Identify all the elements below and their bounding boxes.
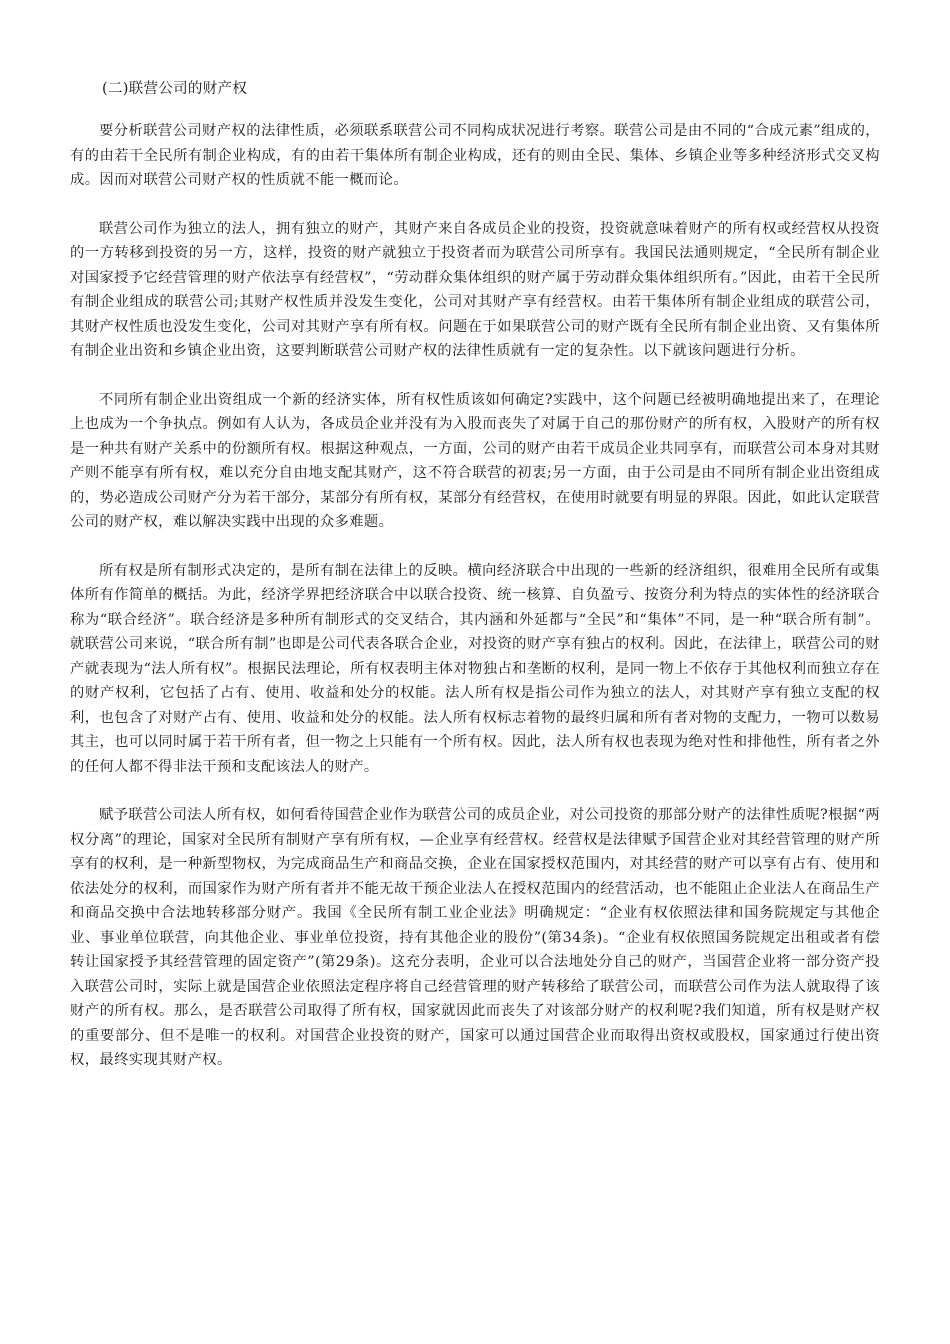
paragraph-2: 联营公司作为独立的法人，拥有独立的财产，其财产来自各成员企业的投资，投资就意味着财产的所有权或经营权从投资的一方转移到投资的另一方，这样，投资的财产就独立于投资者而为联营公司所享有。我国民法通则规定，“全民所有制企业对国家授予它经营管理的财产依法享有经营权”，“劳动群众集体组织的财产属于劳动群众集体组织所有。”因此，由若干全民所有制企业组成的联营公司;其财产权性质并没发生变化，公司对其财产享有经营权。由若干集体所有制企业组成的联营公司，其财产权性质也没发生变化，公司对其财产享有所有权。问题在于如果联营公司的财产既有全民所有制企业出资、又有集体所有制企业出资和乡镇企业出资，这要判断联营公司财产权的法律性质就有一定的复杂性。以下就该问题进行分析。: [70, 220, 880, 359]
section-heading: (二)联营公司的财产权: [102, 81, 248, 97]
paragraph-5: 赋予联营公司法人所有权，如何看待国营企业作为联营公司的成员企业，对公司投资的那部分财产的法律性质呢?根据“两权分离”的理论，国家对全民所有制财产享有所有权，—企业享有经营权。经营权是法律赋予国营企业对其经营管理的财产所享有的权利，是一种新型物权，为完成商品生产和商品交换，企业在国家授权范围内，对其经营的财产可以享有占有、使用和依法处分的权利，而国家作为财产所有者并不能无故干预企业法人在授权范围内的经营活动，也不能阻止企业法人在商品生产和商品交换中合法地转移部分财产。我国《全民所有制工业企业法》明确规定：“企业有权依照法律和国务院规定与其他企业、事业单位联营，向其他企业、事业单位投资，持有其他企业的股份”(第34条)。“企业有权依照国务院规定出租或者有偿转让国家授予其经营管理的固定资产”(第29条)。这充分表明，企业可以合法地处分自己的财产，当国营企业将一部分资产投入联营公司时，实际上就是国营企业依照法定程序将自己经营管理的财产转移给了联营公司，而联营公司作为法人就取得了该财产的所有权。那么，是否联营公司取得了所有权，国家就因此而丧失了对该部分财产的权利呢?我们知道，所有权是财产权的重要部分、但不是唯一的权利。对国营企业投资的财产，国家可以通过国营企业而取得出资权或股权，国家通过行使出资权，最终实现其财产权。: [70, 807, 880, 1068]
paragraph-1: 要分析联营公司财产权的法律性质，必须联系联营公司不同构成状况进行考察。联营公司是由不同的“合成元素”组成的，有的由若干全民所有制企业构成，有的由若干集体所有制企业构成，还有的则由全民、集体、乡镇企业等多种经济形式交叉构成。因而对联营公司财产权的性质就不能一概而论。: [70, 123, 880, 188]
paragraph-3: 不同所有制企业出资组成一个新的经济实体，所有权性质该如何确定?实践中，这个问题已经被明确地提出来了，在理论上也成为一个争执点。例如有人认为，各成员企业并没有为入股而丧失了对属于自己的那份财产的所有权，入股财产的所有权是一种共有财产关系中的份额所有权。根据这种观点，一方面，公司的财产由若干成员企业共同享有，而联营公司本身对其财产则不能享有所有权，难以充分自由地支配其财产，这不符合联营的初衷;另一方面，由于公司是由不同所有制企业出资组成的，势必造成公司财产分为若干部分，某部分有所有权，某部分有经营权，在使用时就要有明显的界限。因此，如此认定联营公司的财产权，难以解决实践中出现的众多难题。: [70, 391, 880, 530]
paragraph-4: 所有权是所有制形式决定的，是所有制在法律上的反映。横向经济联合中出现的一些新的经济组织，很难用全民所有或集体所有作简单的概括。为此，经济学界把经济联合中以联合投资、统一核算、自负盈亏、按资分利为特点的实体性的经济联合称为“联合经济”。联合经济是多种所有制形式的交叉结合，其内涵和外延都与“全民”和“集体”不同，是一种“联合所有制”。就联营公司来说，“联合所有制”也即是公司代表各联合企业，对投资的财产享有独占的权利。因此，在法律上，联营公司的财产就表现为“法人所有权”。根据民法理论，所有权表明主体对物独占和垄断的权利，是同一物上不依存于其他权利而独立存在的财产权利，它包括了占有、使用、收益和处分的权能。法人所有权是指公司作为独立的法人，对其财产享有独立支配的权利，也包含了对财产占有、使用、收益和处分的权能。法人所有权标志着物的最终归属和所有者对物的支配力，一物可以数易其主，也可以同时属于若干所有者，但一物之上只能有一个所有权。因此，法人所有权也表现为绝对性和排他性，所有者之外的任何人都不得非法干预和支配该法人的财产。: [70, 562, 880, 775]
